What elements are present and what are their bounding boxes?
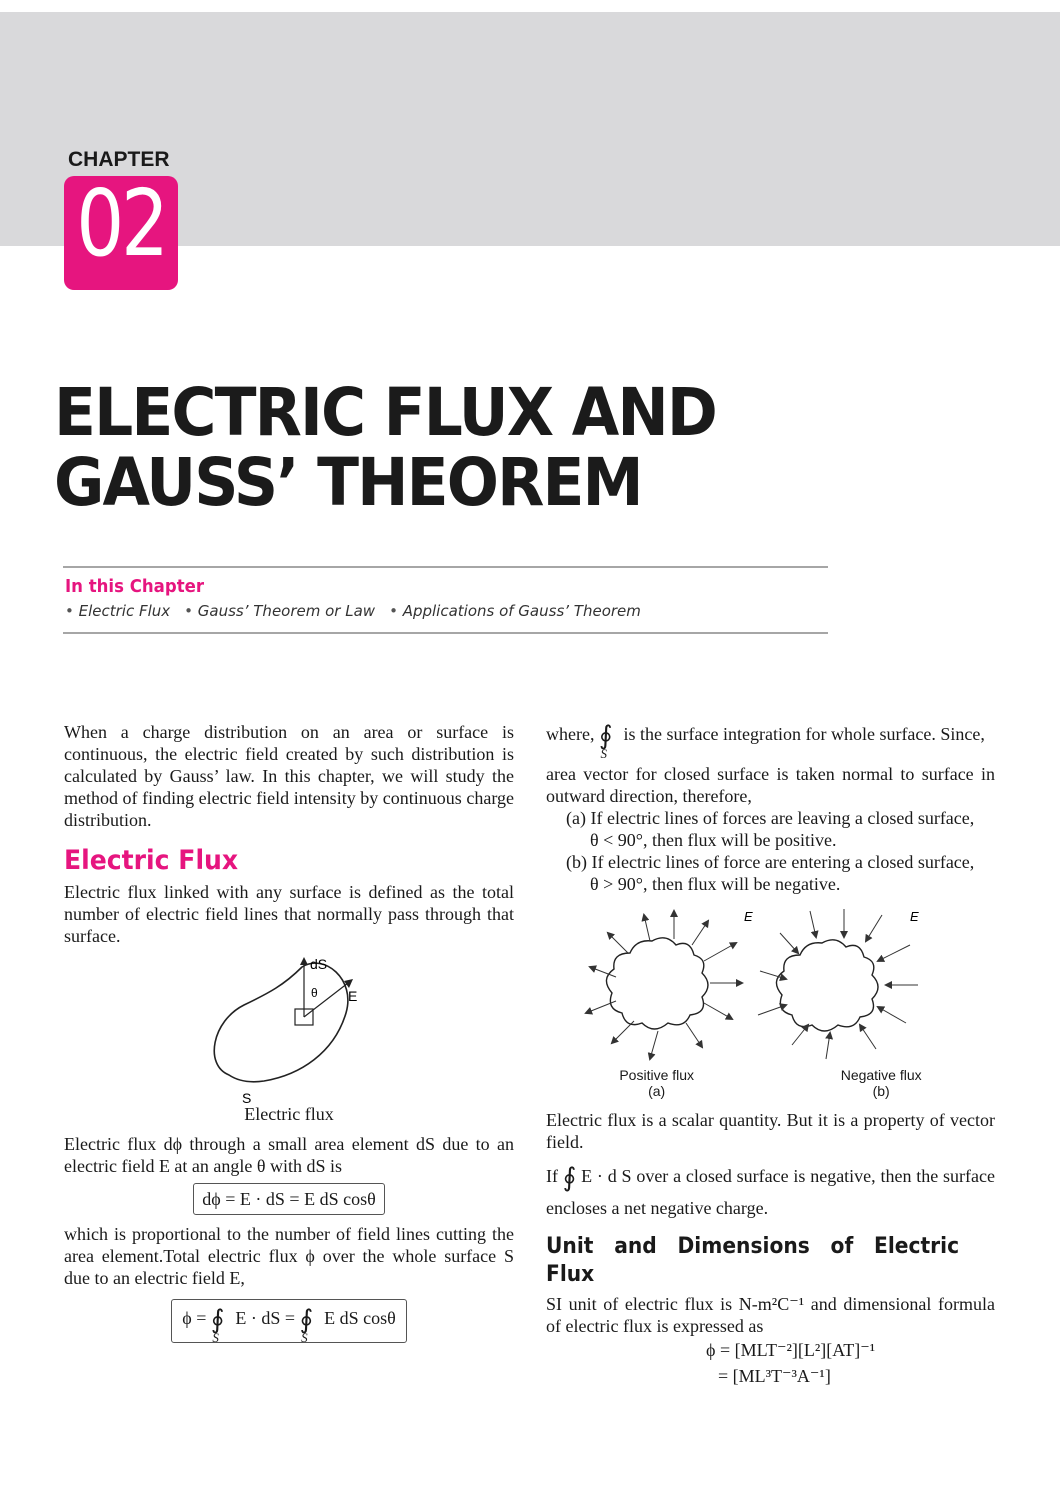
definition-paragraph: Electric flux linked with any surface is defined as the total number of electric field lines that normally pass through that surface. xyxy=(64,882,514,946)
dimension-equation-2: = [ML³T⁻³A⁻¹] xyxy=(718,1366,831,1386)
list-item-b xyxy=(546,851,995,895)
flux-comparison-figure xyxy=(546,901,995,1077)
toc-bottom-rule xyxy=(63,632,828,634)
where-word: where, xyxy=(546,724,595,744)
theta-label: θ xyxy=(311,986,318,1000)
outward-arrows xyxy=(586,911,742,1059)
negative-flux-label: Negative flux xyxy=(840,1067,922,1083)
list-text: θ > 90°, then flux will be negative. xyxy=(590,874,841,894)
equation-2-wrap xyxy=(64,1299,514,1343)
section-heading-electric-flux: Electric Flux xyxy=(64,845,239,876)
right-column xyxy=(546,723,995,1389)
positive-surface xyxy=(606,938,708,1029)
toc-item: • Electric Flux xyxy=(65,602,170,620)
surface-label: S xyxy=(242,1090,252,1106)
eq2-rhs: E dS cosθ xyxy=(324,1308,396,1328)
list-label: (a) xyxy=(566,808,586,828)
toc-list xyxy=(65,602,655,620)
positive-e-label: E xyxy=(744,909,753,924)
where-text: is the surface integration for whole surface. Since, xyxy=(623,724,985,744)
if-word: If xyxy=(546,1166,558,1186)
chapter-number-badge xyxy=(64,170,178,290)
eq2-middle: E · dS = xyxy=(235,1308,296,1328)
positive-flux-sublabel: (a) xyxy=(648,1083,666,1099)
negative-surface xyxy=(776,940,878,1031)
title-line-2: GAUSS’ THEOREM xyxy=(54,444,642,521)
toc-item: • Gauss’ Theorem or Law xyxy=(184,602,375,620)
figure-caption: Electric flux xyxy=(244,1104,334,1124)
toc-heading: In this Chapter xyxy=(65,576,205,597)
toc-item: • Applications of Gauss’ Theorem xyxy=(389,602,641,620)
equation-2 xyxy=(171,1299,407,1343)
surface-outline xyxy=(214,963,348,1082)
integral-subscript: S xyxy=(212,1330,219,1345)
area-vector-text: area vector for closed surface is taken normal to surface in outward direction, therefore, xyxy=(546,764,995,806)
title-line-1: ELECTRIC FLUX AND xyxy=(54,374,717,451)
scalar-text: Electric flux is a scalar quantity. But it is a property of vector field. xyxy=(546,1110,995,1152)
intro-paragraph: When a charge distribution on an area or surface is continuous, the electric field created by such distribution is calculated by Gauss’ law. In this chapter, we will study the method of finding electric field intensity by continuous charge distribution. xyxy=(64,722,514,830)
list-text: θ < 90°, then flux will be positive. xyxy=(590,830,837,850)
list-text: If electric lines of forces are leaving a closed surface, xyxy=(590,808,975,828)
integral-symbol: ∮ xyxy=(598,721,613,750)
negative-charge-text xyxy=(546,1161,995,1223)
where-line xyxy=(546,721,995,761)
equation-1: dϕ = E · dS = E dS cosθ xyxy=(193,1183,384,1215)
inward-arrows xyxy=(758,909,918,1059)
flux-figure-svg xyxy=(64,957,514,1109)
integral-symbol: ∮ xyxy=(299,1305,314,1334)
negative-charge-statement: E · d S over a closed surface is negative, then the surface encloses a net negative charge. xyxy=(546,1166,995,1218)
integral-symbol: ∮ xyxy=(210,1305,225,1334)
e-label: E xyxy=(348,988,358,1004)
positive-flux-label: Positive flux xyxy=(619,1067,695,1083)
list-item-a xyxy=(546,807,995,851)
dimension-equation-1: ϕ = [MLT⁻²][L²][AT]⁻¹ xyxy=(706,1340,876,1360)
left-column xyxy=(64,721,514,1351)
toc-top-rule xyxy=(63,566,828,568)
equation-1-wrap xyxy=(64,1183,514,1215)
integral-subscript: S xyxy=(301,1330,308,1345)
sub-heading-unit-dimensions: Unit and Dimensions of Electric Flux xyxy=(546,1234,960,1287)
flux-text-1: Electric flux dϕ through a small area element dS due to an electric field E at an angle θ with dS is xyxy=(64,1134,514,1176)
flux-text-2: which is proportional to the number of field lines cutting the area element.Total electric flux ϕ over the whole surface S due to an electric field E, xyxy=(64,1224,514,1288)
unit-text: SI unit of electric flux is N-m²C⁻¹ and dimensional formula of electric flux is expressed as xyxy=(546,1294,995,1336)
ds-label: dS xyxy=(310,957,328,972)
integral-symbol: ∮ xyxy=(562,1163,577,1192)
flux-figure xyxy=(64,957,514,1109)
chapter-number: 02 xyxy=(76,170,166,277)
chapter-title xyxy=(54,374,717,521)
negative-e-label: E xyxy=(910,909,919,924)
ds-arrowhead xyxy=(300,957,308,965)
negative-flux-sublabel: (b) xyxy=(872,1083,890,1099)
list-label: (b) xyxy=(566,852,587,872)
flux-comparison-svg xyxy=(546,901,995,1077)
integral-subscript: S xyxy=(600,746,608,761)
list-text: If electric lines of force are entering a closed surface, xyxy=(591,852,975,872)
chapter-label: CHAPTER xyxy=(68,148,170,171)
eq2-lhs: ϕ = xyxy=(182,1308,207,1328)
